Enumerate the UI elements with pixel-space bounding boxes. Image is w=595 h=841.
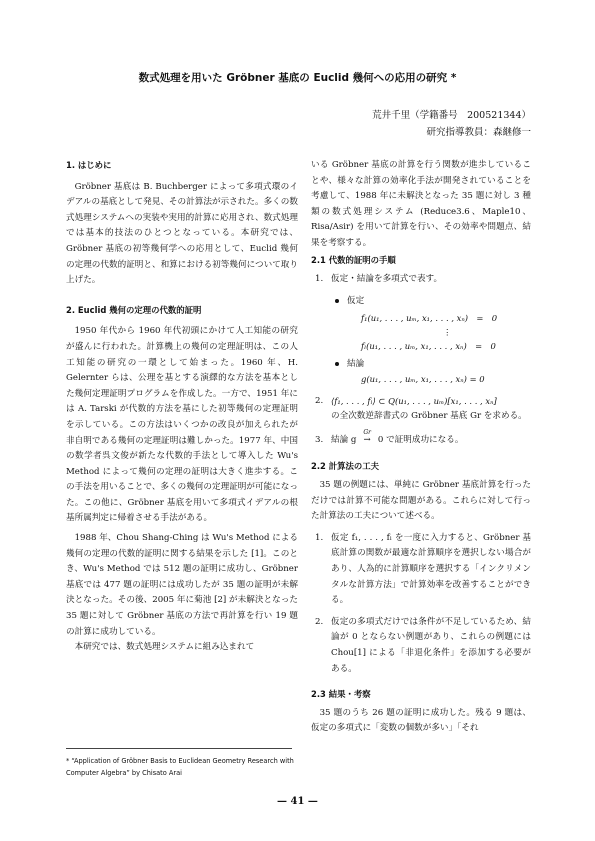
equation: g(u₁, . . . , uₘ, x₁, . . . , xₙ) = 0 [361,374,485,385]
section-heading: 2.3 結果・考察 [311,689,371,700]
technique-list [311,531,531,677]
arrow-label: Gr [363,428,371,436]
footnote-rule [66,748,292,749]
paragraph: 1950 年代から 1960 年代初頭にかけて人工知能の研究が盛んに行われた。計算機上の幾何の定理証明は、この人工知能の研究の一環として始まった。1960 年、H. Gelernter らは、公理を基とする演繹的な方法を基本とした幾何定理証明プログラムを作成した。一方で、1951 年には A. Tarski が代数的方法を基にした初等幾何の定理証明を示している。この方法はいくつかの改良が加えられたが非自明である幾何の定理証明は難しかった。1977 年、中国の数学者呉文俊が新たな代数的手法として導入した Wu's Method によって幾何の定理の証明は大きく進歩する。この手法を用いることで、多くの幾何の定理証明が可能になった。この他に、Gröbner 基底を用いて多項式イデアルの根基所属判定に帰着させる手法がある。 [66,326,298,524]
list-item: 2. ⟨f₁, . . . , fₗ⟩ ⊂ Q(u₁, . . . , uₘ)[x₁, . . . , xₙ] の全次数逆辞書式の Gröbner 基底 Gr を求める。 [311,394,531,425]
assume-label: 仮定 [347,295,365,306]
paragraph: 1988 年、Chou Shang-Ching は Wu's Method による幾何の定理の代数的証明に関する結果を示した [1]。このとき、Wu's Method では 512 題の証明に成功し、Gröbner 基底では 477 題の証明には成功したが 35 題の証明が未解決となった。その後、2005 年に菊池 [2] が未解決となった 35 題に対して Gröbner 基底の方法で再計算を行い 19 題の計算に成功している。 [66,533,298,637]
paragraph: 本研究では、数式処理システムに組み込まれて [74,642,255,653]
section-heading: 2. Euclid 幾何の定理の代数的証明 [66,304,202,315]
author-name: 荒井千里（学籍番号 200521344） [372,110,531,121]
reduction-arrow [359,428,375,449]
author-block [372,107,531,141]
list-item: 1. 仮定・結論を多項式で表す。 仮定 f₁(u₁, . . . , uₘ, x₁, . . . , xₙ) = 0 ⋮ fₗ(u₁, . . . , uₘ, x₁, . . . , xₙ) = 0 結論 g(u₁, . . . , uₘ, x₁, . . . , xₙ) = 0 [311,272,531,388]
procedure-list [311,272,531,448]
list-item: 3. 結論 g Gr → 0 で証明成功になる。 [311,433,531,449]
bullet-item [331,294,531,310]
list-item-text: の全次数逆辞書式の Gröbner 基底 Gr を求める。 [331,411,527,422]
vdots: ⋮ [443,327,452,338]
list-item-text: 仮定・結論を多項式で表す。 [331,274,443,285]
paragraph: Gröbner 基底は B. Buchberger によって多項式環のイデアルの基底として発見、その計算法が示された。多くの数式処理システムへの実装や実用的計算に応用され、数式処理では基本的技法のひとつとなっている。本研究では、Gröbner 基底の初等幾何学への応用として、Euclid 幾何の定理の代数的証明と、和算における初等幾何について取り上げた。 [66,181,298,286]
list-item-text: 0 で証明成功になる。 [377,434,464,445]
list-item: 2. 仮定の多項式だけでは条件が不足しているため、結論が 0 とならない例題があり、これらの例題には Chou[1] による「非退化条件」を添加する必要がある。 [315,616,531,674]
equation: ⟨f₁, . . . , fₗ⟩ ⊂ Q(u₁, . . . , uₘ)[x₁, . . . , xₙ] [331,395,497,406]
bullet-icon [335,299,339,303]
paragraph: 35 題の例題には、単純に Gröbner 基底計算を行っただけでは計算不可能な問題がある。これらに対して行った計算法の工夫について述べる。 [311,480,531,522]
list-item-text: 結論 g [331,434,357,445]
page-number: — 41 — [277,796,318,807]
conclusion-label: 結論 [347,358,365,369]
advisor: 研究指導教員：森継修一 [426,127,531,138]
equation: fₗ(u₁, . . . , uₘ, x₁, . . . , xₙ) = 0 [361,340,496,351]
list-item: 1. 仮定 f₁, . . . , fₗ を一度に入力すると、Gröbner 基底計算の関数が最適な計算順序を選択しない場合があり、人為的に計算順序を選択する「インクリメンタルな計算方法」で計算効率を改善することができる。 [315,532,531,606]
bullet-icon [335,362,339,366]
arrow-icon: → [363,434,371,445]
section-heading: 2.1 代数的証明の手順 [311,254,396,265]
paragraph: いる Gröbner 基底の計算を行う関数が進歩していることや、様々な計算の効率化手法が開発されていることを考慮して、1988 年に未解決となった 35 題に対し 3 種類の数式処理システム (Reduce3.6、Maple10、Risa/Asir) を用いて計算を行い、その効率や問題点、結果を考察する。 [311,160,531,248]
list-item-text: 仮定 f₁, . . . , fₗ を一度に入力すると、Gröbner 基底計算の関数が最適な計算順序を選択しない場合があり、人為的に計算順序を選択する「インクリメンタルな計算方法」で計算効率を改善することができる。 [331,532,531,606]
section-heading: 2.2 計算法の工夫 [311,460,380,471]
paragraph: 35 題のうち 26 題の証明に成功した。残る 9 題は、仮定の多項式に「変数の個数が多い」「それ [311,707,531,734]
equation: f₁(u₁, . . . , uₘ, x₁, . . . , xₙ) = 0 [361,313,498,324]
paper-title: 数式処理を用いた Gröbner 基底の Euclid 幾何への応用の研究 * [138,72,457,84]
list-item-text: 仮定の多項式だけでは条件が不足しているため、結論が 0 とならない例題があり、これらの例題には Chou[1] による「非退化条件」を添加する必要がある。 [331,616,531,674]
footnote: * “Application of Gröbner Basis to Euclidean Geometry Research with Computer Algebra” by Chisato Arai [66,757,294,777]
bullet-item [331,357,531,373]
right-column [311,158,531,737]
assumption-block [331,294,531,388]
left-column [66,158,298,656]
section-heading: 1. はじめに [66,160,112,170]
